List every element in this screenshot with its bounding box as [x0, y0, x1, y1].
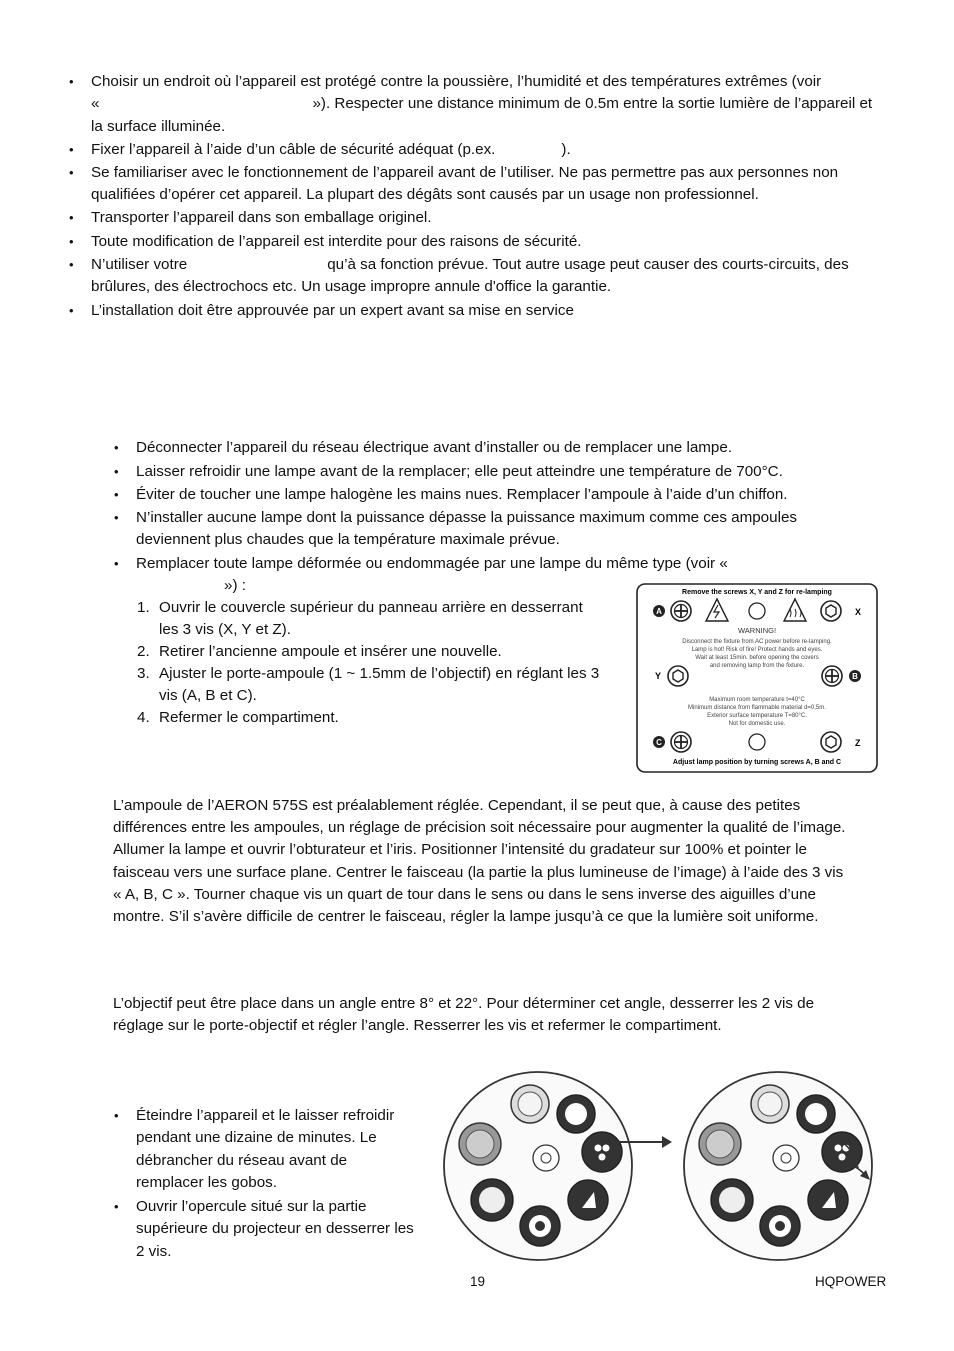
brand-footer: HQPOWER	[815, 1274, 887, 1289]
list-item: • Ouvrir l’opercule situé sur la partie supérieure du projecteur en desserrer les 2 vis.	[114, 1198, 414, 1260]
list-item: • Éviter de toucher une lampe halogène les mains nues. Remplacer l’ampoule à l’aide d’un chiffon.	[136, 484, 787, 506]
phillips-screw-icon	[671, 601, 691, 621]
list-item: • Choisir un endroit où l’appareil est protégé contre la poussière, l’humidité et des températures extrêmes (voir « »). Respecter une distance minimum de 0.5m entre la sortie lumière de l’appareil et la surface illuminée.	[69, 73, 873, 135]
bullet-icon: •	[114, 1199, 119, 1214]
list-item: • Remplacer toute lampe déformée ou endommagée par une lampe du même type (voir « ») :	[114, 555, 728, 595]
lens-angle-paragraph: L’objectif peut être place dans un angle entre 8° et 22°. Pour déterminer cet angle, desserrer les 2 vis de réglage sur le porte-objectif et régler l’angle. Resserrer les vis et refermer le compartiment.	[113, 995, 815, 1035]
list-item: 4. Refermer le compartiment.	[137, 709, 339, 726]
rear-panel-label	[636, 583, 878, 773]
svg-text:B: B	[852, 672, 858, 681]
page-number: 19	[470, 1274, 486, 1289]
list-item: 2. Retirer l’ancienne ampoule et insérer une nouvelle.	[137, 643, 502, 660]
svg-text:and removing lamp from the fix: and removing lamp from the fixture.	[709, 663, 805, 669]
svg-text:Exterior surface temperature T: Exterior surface temperature T=80°C.	[707, 713, 807, 719]
svg-text:Wait at least 15min. before op: Wait at least 15min. before opening the covers	[695, 655, 819, 661]
svg-text:A: A	[656, 607, 662, 616]
gobo-wheel-after	[684, 1072, 872, 1260]
svg-text:Minimum distance from flammabl: Minimum distance from flammable material d=0,5m.	[688, 705, 826, 711]
bullet-icon: •	[69, 303, 74, 318]
list-item: • Fixer l’appareil à l’aide d’un câble de sécurité adéquat (p.ex. ).	[91, 139, 571, 161]
list-item: • Éteindre l’appareil et le laisser refroidir pendant une dizaine de minutes. Le débrancher du réseau avant de remplacer les gobos.	[114, 1107, 395, 1191]
bullet-icon: •	[69, 210, 74, 225]
bullet-icon: •	[69, 142, 74, 157]
bullet-icon: •	[114, 440, 119, 455]
bullet-icon: •	[114, 487, 119, 502]
list-item: • N’utiliser votre qu’à sa fonction prévue. Tout autre usage peut causer des courts-circuits, des brûlures, des électrochocs etc. Un usage impropre annule d'office la garantie.	[69, 256, 849, 296]
svg-text:Maximum room temperature t=40°: Maximum room temperature t=40°C	[709, 697, 805, 703]
svg-text:Remove the screws X, Y and Z: Remove the screws X, Y and Z for re-lamping	[682, 589, 832, 596]
phillips-screw-icon	[822, 666, 842, 686]
svg-text:C: C	[656, 738, 662, 747]
svg-text:Z: Z	[855, 738, 861, 748]
bullet-icon: •	[114, 510, 119, 525]
bullet-icon: •	[69, 74, 74, 89]
list-item: • L’installation doit être approuvée par un expert avant sa mise en service	[91, 300, 574, 322]
svg-text:Adjust lamp position by turnin: Adjust lamp position by turning screws A, B and C	[672, 759, 842, 766]
list-item: • Se familiariser avec le fonctionnement de l’appareil avant de l’utiliser. Ne pas permettre pas aux personnes non qualifiées d’opérer cet appareil. La plupart des dégâts sont causés par un usage non professionnel.	[69, 164, 839, 204]
list-item: • N’installer aucune lampe dont la puissance dépasse la puissance maximum comme ces ampoules deviennent plus chaudes que la température maximale prévue.	[114, 509, 797, 549]
list-item: • Déconnecter l’appareil du réseau électrique avant d’installer ou de remplacer une lampe.	[136, 437, 732, 459]
bullet-icon: •	[114, 556, 119, 571]
bullet-icon: •	[114, 464, 119, 479]
bullet-icon: •	[69, 234, 74, 249]
gobo-wheel-before	[444, 1072, 632, 1260]
list-item: • Laisser refroidir une lampe avant de la remplacer; elle peut atteindre une température de 700°C.	[136, 461, 783, 483]
gobo-wheel-illustration	[440, 1062, 880, 1272]
phillips-screw-icon	[671, 732, 691, 752]
list-item: 3. Ajuster le porte-ampoule (1 ~ 1.5mm de l’objectif) en réglant les 3 vis (A, B et C).	[137, 665, 600, 704]
list-item: 1. Ouvrir le couvercle supérieur du panneau arrière en desserrant les 3 vis (X, Y et Z).	[137, 599, 583, 638]
svg-text:Disconnect the fixture from AC: Disconnect the fixture from AC power before re-lamping.	[682, 639, 832, 645]
svg-text:X: X	[855, 607, 862, 617]
svg-text:Y: Y	[655, 671, 662, 681]
bullet-icon: •	[69, 257, 74, 272]
bullet-icon: •	[114, 1108, 119, 1123]
svg-text:Not for domestic use.: Not for domestic use.	[728, 721, 786, 727]
list-item: • Toute modification de l’appareil est interdite pour des raisons de sécurité.	[91, 231, 582, 253]
list-item: • Transporter l’appareil dans son emballage originel.	[91, 207, 432, 229]
bullet-icon: •	[69, 165, 74, 180]
lamp-adjust-paragraph: L’ampoule de l’AERON 575S est préalablement réglée. Cependant, il se peut que, à cause des petites différences entre les ampoules, un réglage de précision soit nécessaire pour augmenter la qualité de l’image. Allumer la lampe et ouvrir l’obturateur et l’iris. Positionner l’intensité du gradateur sur 100% et pointer le faisceau vers une surface plane. Centrer le faisceau (la partie la plus lumineuse de l’image) à l’aide des 3 vis « A, B, C ». Tourner chaque vis un quart de tour dans le sens ou dans le sens inverse des aiguilles d’une montre. S’il s’avère difficile de centrer le faisceau, régler la lampe jusqu’à ce que la lumière soit uniforme.	[113, 797, 846, 926]
svg-text:Lamp is hot! Risk of fire! Pro: Lamp is hot! Risk of fire! Protect hands and eyes.	[691, 647, 823, 653]
svg-text:WARNING!: WARNING!	[737, 626, 777, 635]
